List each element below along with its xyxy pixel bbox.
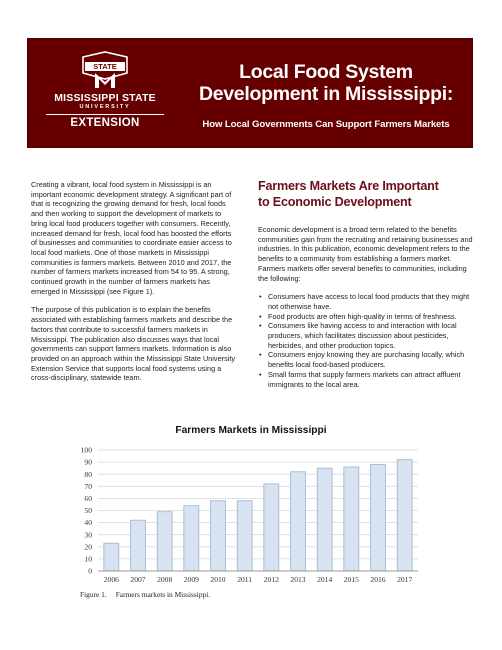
msu-extension-logo <box>36 51 174 139</box>
x-tick-label: 2006 <box>103 575 119 584</box>
section-intro-paragraph: Economic development is a broad term related to the benefits communities gain from the recruiting and retaining businesses and industries. In this publication, economic development refers to the benefits to a community from establishing a farmers market. Farmers markets offer several benefits to communities, including the following: <box>258 225 473 283</box>
svg-text:STATE: STATE <box>93 62 117 72</box>
x-tick-label: 2013 <box>290 575 306 584</box>
bar <box>104 543 119 571</box>
extension-label: EXTENSION <box>70 117 140 129</box>
y-tick-label: 90 <box>84 457 92 467</box>
bar <box>344 467 359 571</box>
y-tick-label: 10 <box>84 554 92 564</box>
y-tick-label: 70 <box>84 481 92 491</box>
purpose-paragraph: The purpose of this publication is to explain the benefits associated with establishing farmers markets and describe the factors that contribute to successful farmers markets in Mississippi. The publication also discusses ways that local governments can support farmers markets. Information is also provided on an approach within the Mississippi State University Extension Service that supports local food systems using a cross-disciplinary, statewide team. <box>31 305 236 383</box>
left-column <box>31 180 239 392</box>
bar <box>237 501 252 571</box>
y-tick-label: 60 <box>84 494 92 503</box>
document-title <box>178 61 474 105</box>
y-tick-label: 20 <box>84 542 92 552</box>
document-subtitle: How Local Governments Can Support Farmers Markets <box>202 119 450 130</box>
list-item: • Consumers have access to local food products that they might not otherwise have. <box>258 292 476 311</box>
x-tick-label: 2007 <box>130 575 146 584</box>
bar <box>157 512 172 571</box>
logo-divider <box>46 114 164 115</box>
intro-paragraph: Creating a vibrant, local food system in Mississippi is an important economic development strategy. A significant part of that is recognizing the growing demand for fresh, local foods and then working to support the development of markets to bring local food producers together with consumers. Recently, increased demand for fresh, local food has boosted the efforts of businesses and communities to coordinate easier access to local food markets. One of those markets in Mississippi communities is farmers markets. Between 2010 and 2017, the number of farmers markets increased from 54 to 95. A strong, continued growth in the number of farmers markets has emerged in Mississippi (see Figure 1). <box>31 180 232 296</box>
list-item: • Consumers enjoy knowing they are purchasing locally, which benefits local food-based producers. <box>258 350 476 369</box>
msu-seal-icon <box>77 51 133 91</box>
x-tick-label: 2017 <box>397 575 413 584</box>
figure-label: Figure 1. <box>80 590 107 599</box>
x-tick-label: 2015 <box>343 575 359 584</box>
title-line-2: Development in Mississippi: <box>198 83 454 105</box>
bar <box>371 465 386 571</box>
bar <box>317 468 332 571</box>
figure-caption <box>80 590 219 599</box>
x-tick-label: 2009 <box>183 575 199 584</box>
list-item: • Small farms that supply farmers markets can attract affluent immigrants to the local area. <box>258 370 476 389</box>
x-tick-label: 2016 <box>370 575 386 584</box>
section-heading-line-2: to Economic Development <box>258 195 412 209</box>
y-tick-label: 80 <box>84 469 92 479</box>
farmers-markets-chart <box>60 440 430 588</box>
title-line-1: Local Food System <box>239 61 413 83</box>
y-tick-label: 40 <box>84 518 92 528</box>
university-name: MISSISSIPPI STATE <box>54 92 156 104</box>
benefits-list <box>258 292 476 389</box>
y-tick-label: 100 <box>80 445 92 455</box>
section-heading <box>258 178 476 210</box>
y-tick-label: 30 <box>84 530 92 540</box>
bar <box>131 520 146 571</box>
x-tick-label: 2011 <box>237 575 253 584</box>
right-column <box>258 178 476 389</box>
x-tick-label: 2012 <box>263 575 279 584</box>
bar <box>291 472 306 571</box>
chart-svg <box>60 440 430 588</box>
bar <box>397 460 412 571</box>
x-tick-label: 2014 <box>317 575 333 584</box>
y-tick-label: 0 <box>88 566 92 576</box>
bar <box>264 484 279 571</box>
list-item: • Food products are often high-quality in terms of freshness. <box>258 312 476 322</box>
list-item: • Consumers like having access to and interaction with local producers, which facilitates discussion about pesticides, herbicides, and other production topics. <box>258 321 476 350</box>
y-tick-label: 50 <box>84 506 92 516</box>
university-sub: UNIVERSITY <box>79 104 131 110</box>
x-tick-label: 2008 <box>157 575 173 584</box>
x-tick-label: 2010 <box>210 575 226 584</box>
figure-caption-text: Farmers markets in Mississippi. <box>115 590 211 599</box>
title-banner <box>27 38 473 148</box>
chart-title: Farmers Markets in Mississippi <box>175 425 327 436</box>
section-heading-line-1: Farmers Markets Are Important <box>258 179 439 193</box>
bar <box>184 506 199 571</box>
bar <box>211 501 226 571</box>
